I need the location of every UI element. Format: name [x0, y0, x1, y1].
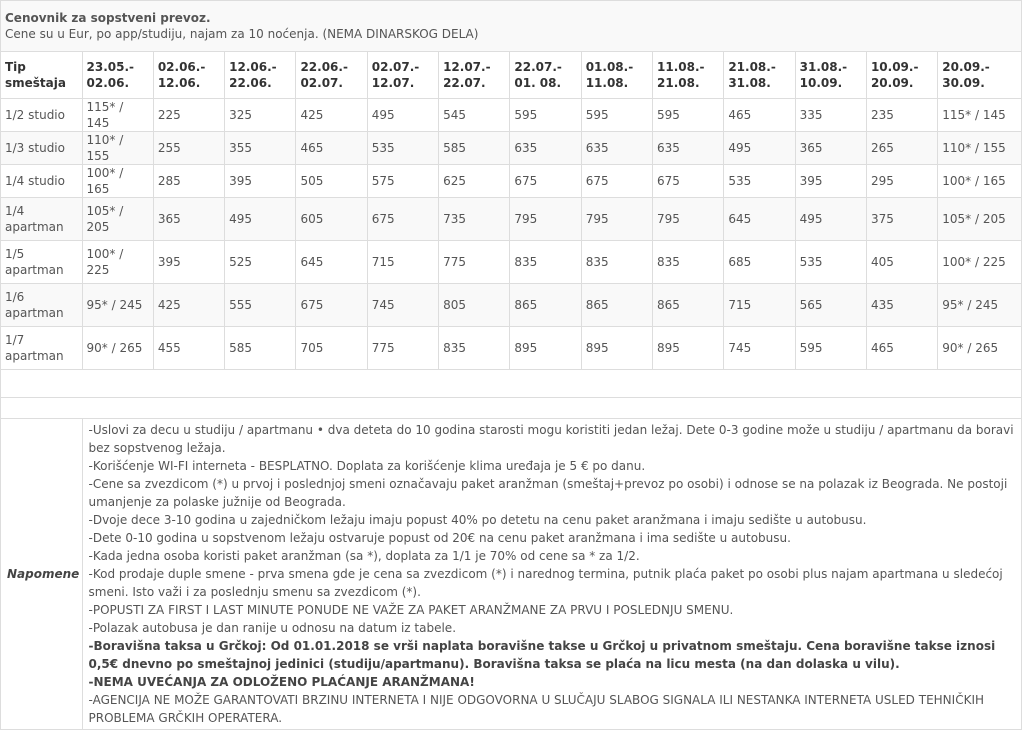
price-cell: 775 [367, 327, 438, 370]
header-period: 01.08.- 11.08. [581, 52, 652, 99]
price-cell: 115* / 145 [938, 99, 1022, 132]
table-row [1, 165, 1022, 198]
table-row [1, 132, 1022, 165]
price-cell: 535 [724, 165, 795, 198]
price-cell: 795 [581, 198, 652, 241]
accommodation-type-cell: 1/7 apartman [1, 327, 83, 370]
header-period: 31.08.- 10.09. [795, 52, 866, 99]
price-cell: 110* / 155 [938, 132, 1022, 165]
price-cell: 375 [866, 198, 937, 241]
header-period: 10.09.- 20.09. [866, 52, 937, 99]
price-cell: 895 [653, 327, 724, 370]
price-cell: 635 [510, 132, 581, 165]
header-period: 12.07.- 22.07. [439, 52, 510, 99]
note-line: -Kod prodaje duple smene - prva smena gde je cena sa zvezdicom (*) i narednog termina, putnik plaća paket po osobi plus najam apartmana u sledećoj smeni. Isto važi i za poslednju smenu sa zvezdicom (*). [88, 567, 1003, 599]
header-accommodation-type: Tip smeštaja [1, 52, 83, 99]
price-cell: 100* / 225 [82, 241, 153, 284]
price-cell: 395 [795, 165, 866, 198]
price-cell: 865 [581, 284, 652, 327]
price-cell: 635 [581, 132, 652, 165]
price-cell: 715 [367, 241, 438, 284]
price-cell: 775 [439, 241, 510, 284]
price-cell: 105* / 205 [938, 198, 1022, 241]
price-cell: 435 [866, 284, 937, 327]
price-cell: 495 [795, 198, 866, 241]
table-row [1, 99, 1022, 132]
price-cell: 645 [296, 241, 367, 284]
header-period: 22.07.- 01. 08. [510, 52, 581, 99]
note-line: -Polazak autobusa je dan ranije u odnosu na datum iz tabele. [88, 621, 457, 635]
note-line: -Dete 0-10 godina u sopstvenom ležaju ostvaruje popust od 20€ na cenu paket aranžmana i ima sedište u autobusu. [88, 531, 791, 545]
price-cell: 95* / 245 [938, 284, 1022, 327]
price-cell: 895 [581, 327, 652, 370]
price-cell: 95* / 245 [82, 284, 153, 327]
price-cell: 585 [225, 327, 296, 370]
table-row [1, 198, 1022, 241]
title-row [1, 1, 1022, 52]
price-cell: 895 [510, 327, 581, 370]
header-period: 22.06.- 02.07. [296, 52, 367, 99]
price-cell: 625 [439, 165, 510, 198]
price-cell: 285 [153, 165, 224, 198]
price-cell: 675 [653, 165, 724, 198]
price-cell: 535 [795, 241, 866, 284]
price-cell: 455 [153, 327, 224, 370]
note-line: -Dvoje dece 3-10 godina u zajedničkom ležaju imaju popust 40% po detetu na cenu paket aranžmana i imaju sedište u autobusu. [88, 513, 867, 527]
notes-content [82, 419, 1022, 730]
price-list-title: Cenovnik za sopstveni prevoz. [5, 11, 211, 25]
price-cell: 545 [439, 99, 510, 132]
price-cell: 225 [153, 99, 224, 132]
price-cell: 685 [724, 241, 795, 284]
price-cell: 505 [296, 165, 367, 198]
price-list-subtitle: Cene su u Eur, po app/studiju, najam za 10 noćenja. (NEMA DINARSKOG DELA) [5, 27, 479, 41]
price-cell: 865 [653, 284, 724, 327]
price-cell: 395 [225, 165, 296, 198]
price-cell: 525 [225, 241, 296, 284]
price-cell: 425 [153, 284, 224, 327]
price-cell: 295 [866, 165, 937, 198]
header-period: 20.09.- 30.09. [938, 52, 1022, 99]
empty-row [1, 370, 1022, 398]
note-line: -Korišćenje WI-FI interneta - BESPLATNO. Doplata za korišćenje klima uređaja je 5 € po danu. [88, 459, 646, 473]
header-period: 11.08.- 21.08. [653, 52, 724, 99]
header-period: 23.05.- 02.06. [82, 52, 153, 99]
header-row [1, 52, 1022, 99]
price-cell: 105* / 205 [82, 198, 153, 241]
price-cell: 495 [367, 99, 438, 132]
price-cell: 705 [296, 327, 367, 370]
price-cell: 595 [795, 327, 866, 370]
table-row [1, 241, 1022, 284]
accommodation-type-cell: 1/5 apartman [1, 241, 83, 284]
price-cell: 555 [225, 284, 296, 327]
title-cell [1, 1, 1022, 52]
price-cell: 715 [724, 284, 795, 327]
notes-label: Napomene [1, 419, 83, 730]
price-cell: 675 [296, 284, 367, 327]
price-cell: 595 [581, 99, 652, 132]
price-cell: 395 [153, 241, 224, 284]
note-line: -Cene sa zvezdicom (*) u prvoj i poslednjoj smeni označavaju paket aranžman (smeštaj+prevoz po osobi) i odnose se na polazak iz Beograda. Ne postoji umanjenje za polaske južnije od Beograda. [88, 477, 1008, 509]
note-line: -AGENCIJA NE MOŽE GARANTOVATI BRZINU INTERNETA I NIJE ODGOVORNA U SLUČAJU SLABOG SIGNALA ILI NESTANKA INTERNETA USLED TEHNIČKIH PROBLEMA GRČKIH OPERATERA. [88, 693, 984, 725]
price-cell: 735 [439, 198, 510, 241]
price-cell: 110* / 155 [82, 132, 153, 165]
note-line: -Kada jedna osoba koristi paket aranžman (sa *), doplata za 1/1 je 70% od cene sa * za 1/2. [88, 549, 640, 563]
price-cell: 465 [724, 99, 795, 132]
price-cell: 595 [653, 99, 724, 132]
price-cell: 115* / 145 [82, 99, 153, 132]
price-cell: 745 [724, 327, 795, 370]
price-cell: 265 [866, 132, 937, 165]
price-cell: 675 [510, 165, 581, 198]
price-cell: 535 [367, 132, 438, 165]
price-cell: 235 [866, 99, 937, 132]
price-cell: 795 [510, 198, 581, 241]
notes-row [1, 419, 1022, 730]
price-cell: 90* / 265 [938, 327, 1022, 370]
table-row [1, 284, 1022, 327]
price-cell: 675 [367, 198, 438, 241]
price-cell: 335 [795, 99, 866, 132]
price-cell: 605 [296, 198, 367, 241]
price-cell: 595 [510, 99, 581, 132]
note-line: -Boravišna taksa u Grčkoj: Od 01.01.2018 se vrši naplata boravišne takse u Grčkoj u privatnom smeštaju. Cena boravišne takse iznosi 0,5€ dnevno po smeštajnoj jedinici (studiju/apartmanu). Boravišna taksa se plaća na licu mesta (na dan dolaska u vilu). [88, 639, 996, 671]
price-cell: 495 [724, 132, 795, 165]
header-period: 02.07.- 12.07. [367, 52, 438, 99]
price-cell: 255 [153, 132, 224, 165]
table-row [1, 327, 1022, 370]
price-cell: 100* / 225 [938, 241, 1022, 284]
price-cell: 585 [439, 132, 510, 165]
price-cell: 100* / 165 [82, 165, 153, 198]
note-line: -POPUSTI ZA FIRST I LAST MINUTE PONUDE NE VAŽE ZA PAKET ARANŽMANE ZA PRVU I POSLEDNJU SMENU. [88, 603, 734, 617]
price-cell: 405 [866, 241, 937, 284]
note-line: -NEMA UVEĆANJA ZA ODLOŽENO PLAĆANJE ARANŽMANA! [88, 675, 475, 689]
price-cell: 835 [439, 327, 510, 370]
price-cell: 425 [296, 99, 367, 132]
price-cell: 465 [296, 132, 367, 165]
price-cell: 495 [225, 198, 296, 241]
price-cell: 805 [439, 284, 510, 327]
header-period: 21.08.- 31.08. [724, 52, 795, 99]
price-cell: 745 [367, 284, 438, 327]
price-cell: 100* / 165 [938, 165, 1022, 198]
price-cell: 355 [225, 132, 296, 165]
gap-cell [1, 398, 1022, 419]
price-cell: 365 [795, 132, 866, 165]
price-cell: 565 [795, 284, 866, 327]
header-period: 12.06.- 22.06. [225, 52, 296, 99]
accommodation-type-cell: 1/2 studio [1, 99, 83, 132]
empty-cell [1, 370, 1022, 398]
accommodation-type-cell: 1/3 studio [1, 132, 83, 165]
price-cell: 645 [724, 198, 795, 241]
price-cell: 835 [581, 241, 652, 284]
price-cell: 635 [653, 132, 724, 165]
price-cell: 865 [510, 284, 581, 327]
accommodation-type-cell: 1/6 apartman [1, 284, 83, 327]
price-cell: 90* / 265 [82, 327, 153, 370]
accommodation-type-cell: 1/4 apartman [1, 198, 83, 241]
note-line: -Uslovi za decu u studiju / apartmanu • dva deteta do 10 godina starosti mogu koristiti jedan ležaj. Dete 0-3 godine može u studiju / apartmanu da boravi bez sopstvenog ležaja. [88, 423, 1014, 455]
price-cell: 325 [225, 99, 296, 132]
price-cell: 365 [153, 198, 224, 241]
price-cell: 835 [510, 241, 581, 284]
accommodation-type-cell: 1/4 studio [1, 165, 83, 198]
header-period: 02.06.- 12.06. [153, 52, 224, 99]
price-cell: 465 [866, 327, 937, 370]
price-cell: 675 [581, 165, 652, 198]
price-cell: 575 [367, 165, 438, 198]
notes-body [89, 421, 1016, 727]
price-cell: 795 [653, 198, 724, 241]
gap-row [1, 398, 1022, 419]
price-cell: 835 [653, 241, 724, 284]
